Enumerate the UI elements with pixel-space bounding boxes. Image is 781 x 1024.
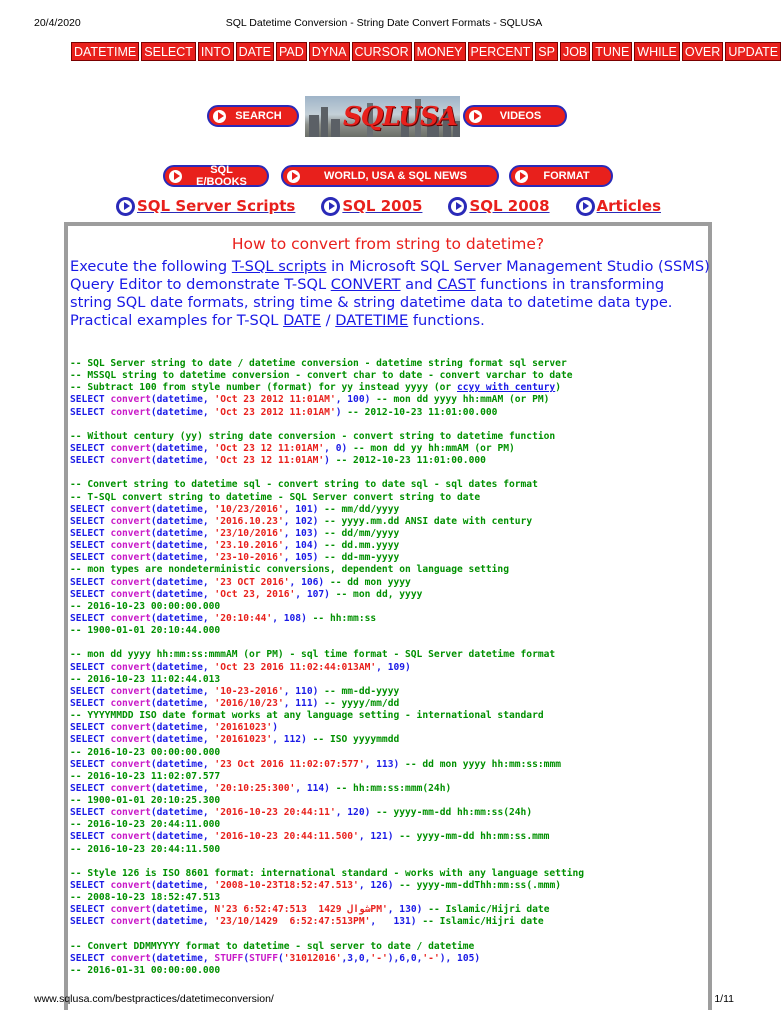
- code-line: [70, 892, 710, 904]
- code-token: -- yyyy.mm.dd ANSI date with century: [324, 515, 533, 527]
- code-token: -- Islamic/Hijri date: [428, 904, 550, 916]
- code-token: -- MSSQL string to datetime conversion - convert char to date - convert varchar to date: [70, 370, 573, 382]
- code-token: '10-23-2016': [214, 685, 284, 697]
- code-line: [70, 382, 710, 394]
- code-token: -- 2016-01-31 00:00:00.000: [70, 965, 221, 977]
- nav-percent[interactable]: PERCENT: [468, 42, 534, 61]
- code-token: (datetime,: [150, 515, 215, 527]
- code-token: , 107): [295, 588, 336, 600]
- code-token: 'Oct 23 12 11:01AM': [214, 442, 325, 454]
- print-title: SQL Datetime Conversion - String Date Convert Formats - SQLUSA: [225, 17, 543, 29]
- code-line: [70, 698, 710, 710]
- code-token: SELECT: [70, 576, 111, 588]
- link-sql-server-scripts[interactable]: [116, 197, 295, 216]
- code-line: [70, 564, 710, 576]
- code-token: -- 2012-10-23 11:01:00.000: [335, 455, 486, 467]
- code-line: [70, 492, 710, 504]
- code-token: convert: [110, 807, 151, 819]
- sql-code-block: [70, 358, 710, 977]
- code-line: [70, 747, 710, 759]
- code-token: (datetime,: [150, 576, 215, 588]
- code-token: '23 OCT 2016': [214, 576, 290, 588]
- code-token: convert: [110, 576, 151, 588]
- code-token: -- 2016-10-23 00:00:00.000: [70, 600, 221, 612]
- code-token: '-': [370, 952, 388, 964]
- code-token: STUFF: [214, 952, 244, 964]
- code-token: -- yyyy-mm-dd hh:mm:ss.mmm: [399, 831, 550, 843]
- section-links: [116, 194, 661, 218]
- arrow-right-icon: [287, 170, 300, 183]
- code-token: -- Style 126 is ISO 8601 format: international standard - works with any language setting: [70, 867, 585, 879]
- page-number: 1/11: [714, 993, 734, 1005]
- nav-select[interactable]: SELECT: [141, 42, 196, 61]
- arrow-right-icon: [169, 170, 182, 183]
- code-token: -- Convert DDMMYYYY format to datetime - sql server to date / datetime: [70, 940, 475, 952]
- code-token: (datetime,: [150, 455, 215, 467]
- intro-text: Execute the following: [70, 258, 232, 275]
- code-line: [70, 941, 710, 953]
- code-line: [70, 504, 710, 516]
- intro-text: functions.: [408, 312, 485, 329]
- code-line: [70, 589, 710, 601]
- code-token: (datetime,: [150, 722, 215, 734]
- code-token: ): [272, 722, 278, 734]
- ebooks-button[interactable]: [163, 165, 269, 187]
- code-line: [70, 807, 710, 819]
- nav-money[interactable]: MONEY: [414, 42, 466, 61]
- code-token: '2016-10-23 20:44:11': [214, 807, 336, 819]
- code-token: -- mm-dd-yyyy: [324, 685, 400, 697]
- code-token: ),6,0,: [387, 952, 423, 964]
- code-token: -- 2016-10-23 11:02:44.013: [70, 673, 221, 685]
- code-token: , 100): [335, 394, 377, 406]
- code-token: -- SQL Server string to date / datetime conversion - datetime string format sql server: [70, 358, 567, 369]
- code-line: [70, 856, 710, 868]
- code-token: convert: [110, 758, 151, 770]
- code-line: [70, 880, 710, 892]
- code-token: -- yyyy-mm-dd hh:mm:ss(24h): [376, 807, 533, 819]
- code-token: SELECT: [70, 394, 111, 406]
- code-line: [70, 601, 710, 613]
- nav-update[interactable]: UPDATE: [725, 42, 781, 61]
- code-token: -- mon dd yyyy hh:mm:ss:mmmAM (or PM) - sql time format - SQL Server datetime format: [70, 649, 556, 661]
- print-footer: [34, 993, 734, 1007]
- code-line: [70, 734, 710, 746]
- link-tsql-scripts[interactable]: T-SQL scripts: [231, 258, 327, 275]
- code-line: [70, 868, 710, 880]
- code-token: SELECT: [70, 831, 111, 843]
- code-token: , 113): [364, 758, 406, 770]
- intro-text: functions in transforming string SQL date formats, string time & string datetime data to datetime data type. Practical examples for T-SQL: [70, 276, 673, 329]
- code-token: (datetime,: [150, 394, 215, 406]
- code-token: convert: [110, 916, 151, 928]
- nav-into[interactable]: INTO: [198, 42, 234, 61]
- code-token: (datetime,: [150, 685, 215, 697]
- code-token: , 120): [335, 807, 377, 819]
- code-token: , 121): [358, 831, 400, 843]
- code-token: (datetime,: [150, 697, 215, 709]
- code-token: convert: [110, 406, 151, 418]
- code-token: -- 2016-10-23 20:44:11.000: [70, 819, 221, 831]
- code-token: -- YYYYMMDD ISO date format works at any language setting - international standard: [70, 710, 544, 722]
- search-button[interactable]: [207, 105, 299, 127]
- code-line: [70, 419, 710, 431]
- code-token: , 105): [283, 552, 325, 564]
- code-token: convert: [110, 612, 151, 624]
- code-line: [70, 662, 710, 674]
- code-token: , 108): [272, 612, 313, 624]
- code-token: (datetime,: [150, 880, 215, 892]
- sqlusa-logo-text: SQLUSA: [343, 102, 457, 132]
- format-button[interactable]: [509, 165, 613, 187]
- code-token: -- mon dd yyyy hh:mmAM (or PM): [376, 394, 550, 406]
- code-token: '23/10/2016': [214, 527, 284, 539]
- code-token: '23-10-2016': [214, 552, 284, 564]
- code-line: [70, 358, 710, 370]
- code-token: convert: [110, 904, 151, 916]
- code-token: -- dd mon yyyy hh:mm:ss:mmm: [405, 758, 561, 770]
- code-line: [70, 370, 710, 382]
- code-token: , 112): [272, 734, 313, 746]
- code-token: SELECT: [70, 880, 111, 892]
- code-token: convert: [110, 661, 151, 673]
- code-token: SELECT: [70, 685, 111, 697]
- code-token: -- dd.mm.yyyy: [324, 540, 400, 552]
- code-token: -- T-SQL convert string to datetime - SQL Server convert string to date: [70, 491, 481, 503]
- code-token: SELECT: [70, 782, 111, 794]
- code-token: , 111): [283, 697, 325, 709]
- arrow-circle-icon: [116, 197, 135, 216]
- code-token: -- hh:mm:ss: [312, 612, 377, 624]
- code-token: convert: [110, 880, 151, 892]
- intro-paragraph: [70, 258, 710, 330]
- code-line: [70, 686, 710, 698]
- code-token: 'Oct 23 2016 11:02:44:013AM': [214, 661, 377, 673]
- code-token: , 104): [283, 540, 325, 552]
- arrow-circle-icon: [448, 197, 467, 216]
- format-button-label: FORMAT: [543, 170, 590, 182]
- code-token: 'Oct 23, 2016': [214, 588, 296, 600]
- code-token: SELECT: [70, 515, 111, 527]
- code-token: convert: [110, 722, 151, 734]
- code-token: convert: [110, 697, 151, 709]
- code-token: (datetime,: [150, 588, 215, 600]
- code-token: SELECT: [70, 612, 111, 624]
- code-token: , 130): [387, 904, 429, 916]
- sqlusa-logo[interactable]: [305, 96, 460, 137]
- code-token: -- mm/dd/yyyy: [324, 503, 400, 515]
- nav-job[interactable]: JOB: [560, 42, 590, 61]
- code-token: '-': [422, 952, 440, 964]
- arrow-right-icon: [469, 110, 482, 123]
- code-token: -- 2016-10-23 00:00:00.000: [70, 746, 221, 758]
- code-token: (datetime,: [150, 442, 215, 454]
- link-sql-2005[interactable]: [321, 197, 422, 216]
- code-token: 'Oct 23 2012 11:01AM': [214, 406, 336, 418]
- code-token: '20161023': [214, 734, 273, 746]
- nav-tune[interactable]: TUNE: [592, 42, 632, 61]
- code-token: convert: [110, 831, 151, 843]
- code-token: convert: [110, 455, 151, 467]
- link-datetime[interactable]: DATETIME: [335, 312, 409, 329]
- code-line: [70, 528, 710, 540]
- code-token: , 106): [289, 576, 330, 588]
- intro-text: in Microsoft SQL Server Management Studio (SSMS) Query Editor to demonstrate T-SQL: [70, 258, 710, 293]
- code-token: SELECT: [70, 952, 111, 964]
- code-token: SELECT: [70, 527, 111, 539]
- code-token: ): [324, 455, 336, 467]
- code-line: [70, 759, 710, 771]
- code-token: -- hh:mm:ss:mmm(24h): [335, 782, 452, 794]
- code-token: SELECT: [70, 734, 111, 746]
- link-label: SQL Server Scripts: [137, 197, 296, 215]
- code-token: SELECT: [70, 916, 111, 928]
- code-token: SELECT: [70, 588, 111, 600]
- code-token: convert: [110, 540, 151, 552]
- link-label: SQL 2005: [342, 197, 423, 215]
- code-token: 'Oct 23 12 11:01AM': [214, 455, 325, 467]
- print-date: 20/4/2020: [34, 17, 81, 29]
- code-token: '2008-10-23T18:52:47.513': [214, 880, 359, 892]
- code-token: '23/10/1429 6:52:47:513PM': [214, 916, 371, 928]
- news-button[interactable]: [281, 165, 499, 187]
- ebooks-button-label: SQL E/BOOKS: [196, 164, 247, 188]
- code-line: [70, 516, 710, 528]
- code-token: , 109): [376, 661, 411, 673]
- code-token: '10/23/2016': [214, 503, 284, 515]
- code-token: convert: [110, 588, 151, 600]
- code-line: [70, 552, 710, 564]
- code-line: [70, 783, 710, 795]
- code-token: '23 Oct 2016 11:02:07:577': [214, 758, 365, 770]
- code-line: [70, 613, 710, 625]
- code-token: convert: [110, 527, 151, 539]
- code-token: -- 2012-10-23 11:01:00.000: [347, 406, 498, 418]
- code-token: convert: [110, 685, 151, 697]
- code-token: STUFF: [249, 952, 278, 964]
- nav-date[interactable]: DATE: [236, 42, 274, 61]
- code-token: '31012016': [283, 952, 342, 964]
- code-token: -- mon types are nondeterministic conversions, dependent on language setting: [70, 564, 509, 576]
- code-token: -- 1900-01-01 20:10:25.300: [70, 795, 221, 807]
- code-token: convert: [110, 952, 151, 964]
- code-line: [70, 577, 710, 589]
- code-token: , 101): [283, 503, 325, 515]
- link-date[interactable]: DATE: [283, 312, 322, 329]
- code-token: , 131): [370, 916, 423, 928]
- code-token: SELECT: [70, 904, 111, 916]
- code-line: [70, 953, 710, 965]
- code-token: -- ISO yyyymmdd: [312, 734, 400, 746]
- code-token: , 102): [283, 515, 325, 527]
- arrow-right-icon: [515, 170, 528, 183]
- code-token: SELECT: [70, 552, 111, 564]
- code-token: -- yyyy-mm-ddThh:mm:ss(.mmm): [399, 880, 561, 892]
- code-token: SELECT: [70, 758, 111, 770]
- code-token: '23.10.2016': [214, 540, 284, 552]
- code-token: '20:10:44': [214, 612, 273, 624]
- code-token: SELECT: [70, 455, 111, 467]
- code-line: [70, 795, 710, 807]
- code-token: -- dd mon yyyy: [329, 576, 411, 588]
- code-token: convert: [110, 442, 151, 454]
- code-token: , 110): [283, 685, 325, 697]
- link-articles[interactable]: [576, 197, 661, 216]
- nav-cursor[interactable]: CURSOR: [352, 42, 412, 61]
- code-token: (: [277, 952, 284, 964]
- code-token: (datetime,: [150, 527, 215, 539]
- top-nav: [71, 42, 779, 62]
- code-token: SELECT: [70, 807, 111, 819]
- code-token: (datetime,: [150, 406, 215, 418]
- code-token: , 0): [324, 442, 354, 454]
- code-token: (datetime,: [150, 758, 215, 770]
- code-token: ): [335, 406, 348, 418]
- code-token: (datetime,: [150, 782, 215, 794]
- code-token: -- Subtract 100 from style number (format) for yy instead yyyy (or: [70, 382, 457, 394]
- code-token: -- mon dd yy hh:mmAM (or PM): [353, 442, 515, 454]
- link-label: SQL 2008: [469, 197, 550, 215]
- code-line: [70, 637, 710, 649]
- code-line: [70, 540, 710, 552]
- code-token: '2016/10/23': [214, 697, 284, 709]
- code-token: (datetime,: [150, 540, 215, 552]
- nav-over[interactable]: OVER: [682, 42, 723, 61]
- code-token: , 126): [358, 880, 400, 892]
- code-line: [70, 431, 710, 443]
- nav-pad[interactable]: PAD: [276, 42, 307, 61]
- code-token: (datetime,: [150, 612, 215, 624]
- code-line: [70, 394, 710, 406]
- link-sql-2008[interactable]: [448, 197, 549, 216]
- nav-datetime[interactable]: DATETIME: [71, 42, 139, 61]
- code-line: [70, 674, 710, 686]
- videos-button[interactable]: [463, 105, 567, 127]
- code-line: [70, 904, 710, 916]
- code-token: convert: [110, 515, 151, 527]
- code-token: convert: [110, 394, 151, 406]
- code-token: SELECT: [70, 697, 111, 709]
- code-line: [70, 722, 710, 734]
- link-convert[interactable]: CONVERT: [330, 276, 401, 293]
- code-token: convert: [110, 503, 151, 515]
- code-token: '20:10:25:300': [214, 782, 296, 794]
- code-token: (datetime,: [150, 734, 215, 746]
- code-token: (datetime,: [150, 503, 215, 515]
- code-line: [70, 443, 710, 455]
- code-line: [70, 407, 710, 419]
- arrow-circle-icon: [576, 197, 595, 216]
- code-token: (datetime,: [150, 831, 215, 843]
- code-line: [70, 916, 710, 928]
- code-token: SELECT: [70, 442, 111, 454]
- code-line: [70, 625, 710, 637]
- intro-text: and: [400, 276, 438, 293]
- code-token: -- 2016-10-23 11:02:07.577: [70, 770, 221, 782]
- code-line: [70, 455, 710, 467]
- code-token: '2016-10-23 20:44:11.500': [214, 831, 359, 843]
- code-token: -- Without century (yy) string date conversion - convert string to datetime function: [70, 430, 556, 442]
- code-line: [70, 844, 710, 856]
- code-token: convert: [110, 734, 151, 746]
- code-token: -- dd/mm/yyyy: [324, 527, 400, 539]
- intro-text: /: [321, 312, 336, 329]
- code-token: SELECT: [70, 503, 111, 515]
- code-token: '2016.10.23': [214, 515, 284, 527]
- code-token: ): [555, 382, 561, 394]
- nav-sp[interactable]: SP: [535, 42, 558, 61]
- code-token: (datetime,: [150, 552, 215, 564]
- arrow-right-icon: [213, 110, 226, 123]
- search-button-label: SEARCH: [235, 110, 282, 122]
- code-line: [70, 965, 710, 977]
- code-token: 'Oct 23 2012 11:01AM': [214, 394, 336, 406]
- code-token: convert: [110, 552, 151, 564]
- code-link[interactable]: ccyy with century: [457, 382, 556, 394]
- code-token: -- mon dd, yyyy: [335, 588, 423, 600]
- code-token: , 103): [283, 527, 325, 539]
- code-line: [70, 649, 710, 661]
- code-token: ), 105): [439, 952, 481, 964]
- code-line: [70, 467, 710, 479]
- code-line: [70, 831, 710, 843]
- code-token: (: [243, 952, 250, 964]
- code-token: (datetime,: [150, 916, 215, 928]
- code-token: (datetime,: [150, 904, 215, 916]
- nav-dyna[interactable]: DYNA: [309, 42, 350, 61]
- code-token: -- Islamic/Hijri date: [422, 916, 544, 928]
- page-heading: How to convert from string to datetime?: [231, 235, 545, 253]
- code-token: '20161023': [214, 722, 273, 734]
- code-token: convert: [110, 782, 151, 794]
- code-token: SELECT: [70, 406, 111, 418]
- code-line: [70, 771, 710, 783]
- code-token: N'23 شوال 1429 6:52:47:513PM': [214, 904, 388, 916]
- news-button-label: WORLD, USA & SQL NEWS: [324, 170, 467, 182]
- code-token: -- dd-mm-yyyy: [324, 552, 400, 564]
- arrow-circle-icon: [321, 197, 340, 216]
- code-token: SELECT: [70, 540, 111, 552]
- code-token: ,3,0,: [341, 952, 371, 964]
- code-token: SELECT: [70, 722, 111, 734]
- print-header: [34, 17, 734, 31]
- code-token: -- Convert string to datetime sql - convert string to date sql - sql dates format: [70, 479, 538, 491]
- videos-button-label: VIDEOS: [499, 110, 542, 122]
- code-token: -- 2008-10-23 18:52:47.513: [70, 892, 221, 904]
- code-line: [70, 819, 710, 831]
- code-token: SELECT: [70, 661, 111, 673]
- code-token: (datetime,: [150, 661, 215, 673]
- link-cast[interactable]: CAST: [437, 276, 476, 293]
- code-line: [70, 929, 710, 941]
- code-token: -- yyyy/mm/dd: [324, 697, 400, 709]
- code-token: -- 2016-10-23 20:44:11.500: [70, 843, 221, 855]
- code-token: (datetime,: [150, 952, 215, 964]
- code-line: [70, 710, 710, 722]
- code-line: [70, 479, 710, 491]
- print-url: www.sqlusa.com/bestpractices/datetimeconversion/: [34, 993, 274, 1005]
- code-token: (datetime,: [150, 807, 215, 819]
- code-token: -- 1900-01-01 20:10:44.000: [70, 625, 221, 637]
- nav-while[interactable]: WHILE: [634, 42, 680, 61]
- link-label: Articles: [596, 197, 661, 215]
- code-token: , 114): [295, 782, 336, 794]
